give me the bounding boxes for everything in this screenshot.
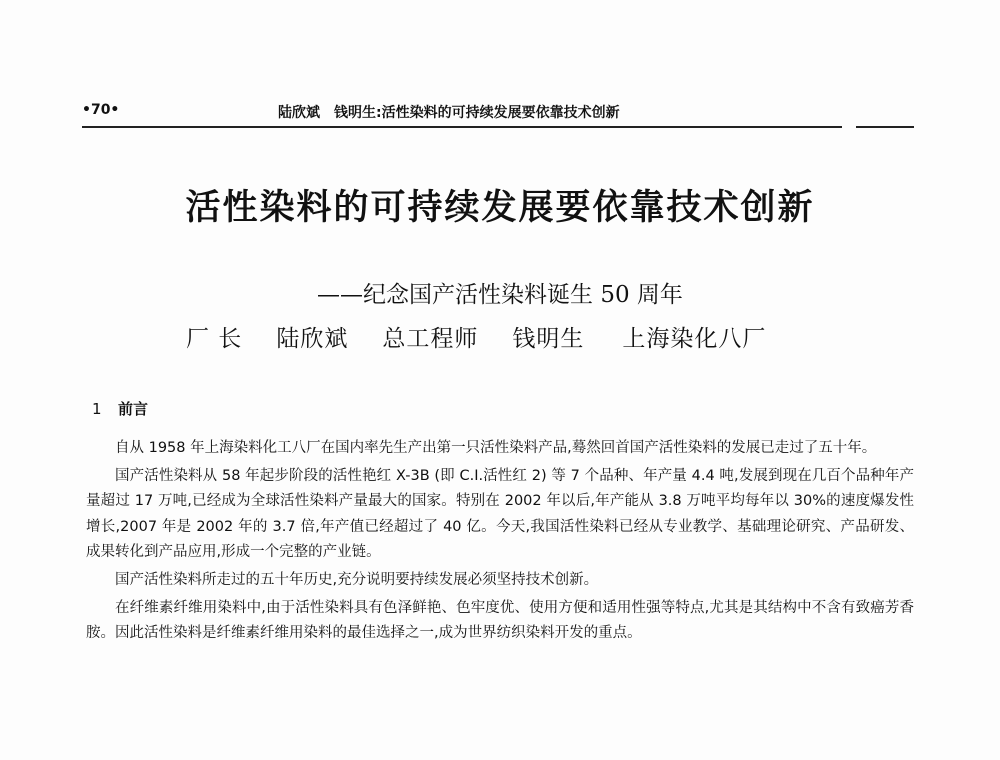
author-name-1: 陆欣斌 <box>276 326 349 352</box>
running-author-1: 陆欣斌 <box>278 105 320 121</box>
header-rule <box>82 126 842 128</box>
paragraph: 国产活性染料所走过的五十年历史,充分说明要持续发展必须坚持技术创新。 <box>115 571 599 588</box>
running-title <box>278 102 620 122</box>
author-affiliation: 上海染化八厂 <box>622 326 767 352</box>
author-name-2: 钱明生 <box>512 326 585 352</box>
page-number: •70• <box>82 102 120 118</box>
section-number: 1 <box>92 400 102 418</box>
section-title: 前言 <box>118 400 149 418</box>
paragraph: 自从 1958 年上海染料化工八厂在国内率先生产出第一只活性染料产品,蓦然回首国产活性染料的发展已走过了五十年。 <box>115 440 877 456</box>
article-body <box>86 436 914 649</box>
article-subtitle: ——纪念国产活性染料诞生 50 周年 <box>317 282 683 308</box>
running-author-2: 钱明生: <box>334 105 382 121</box>
section-heading <box>92 398 148 419</box>
header-rule-end <box>856 126 914 128</box>
paragraph: 在纤维素纤维用染料中,由于活性染料具有色泽鲜艳、色牢度优、使用方便和适用性强等特点,尤其是其结构中不含有致癌芳香胺。因此活性染料是纤维素纤维用染料的最佳选择之一,成为世界纺织染料开发的重点。 <box>86 599 914 642</box>
paragraph: 国产活性染料从 58 年起步阶段的活性艳红 X-3B (即 C.I.活性红 2) 等 7 个品种、年产量 4.4 吨,发展到现在几百个品种年产量超过 17 万吨,已经成为全球活性染料产量最大的国家。特别在 2002 年以后,年产能从 3.8 万吨平均每年以 30%的速度爆发性增长,2007 年是 2002 年的 3.7 倍,年产值已经超过了 40 亿。今天,我国活性染料已经从专业教学、基础理论研究、产品研发、成果转化到产品应用,形成一个完整的产业链。 <box>86 467 914 561</box>
byline <box>186 320 766 353</box>
article-title: 活性染料的可持续发展要依靠技术创新 <box>185 188 815 228</box>
running-header <box>82 100 920 124</box>
author-role-2: 总工程师 <box>382 326 479 352</box>
author-role-1: 厂 长 <box>186 326 243 352</box>
running-article-title: 活性染料的可持续发展要依靠技术创新 <box>381 105 620 121</box>
